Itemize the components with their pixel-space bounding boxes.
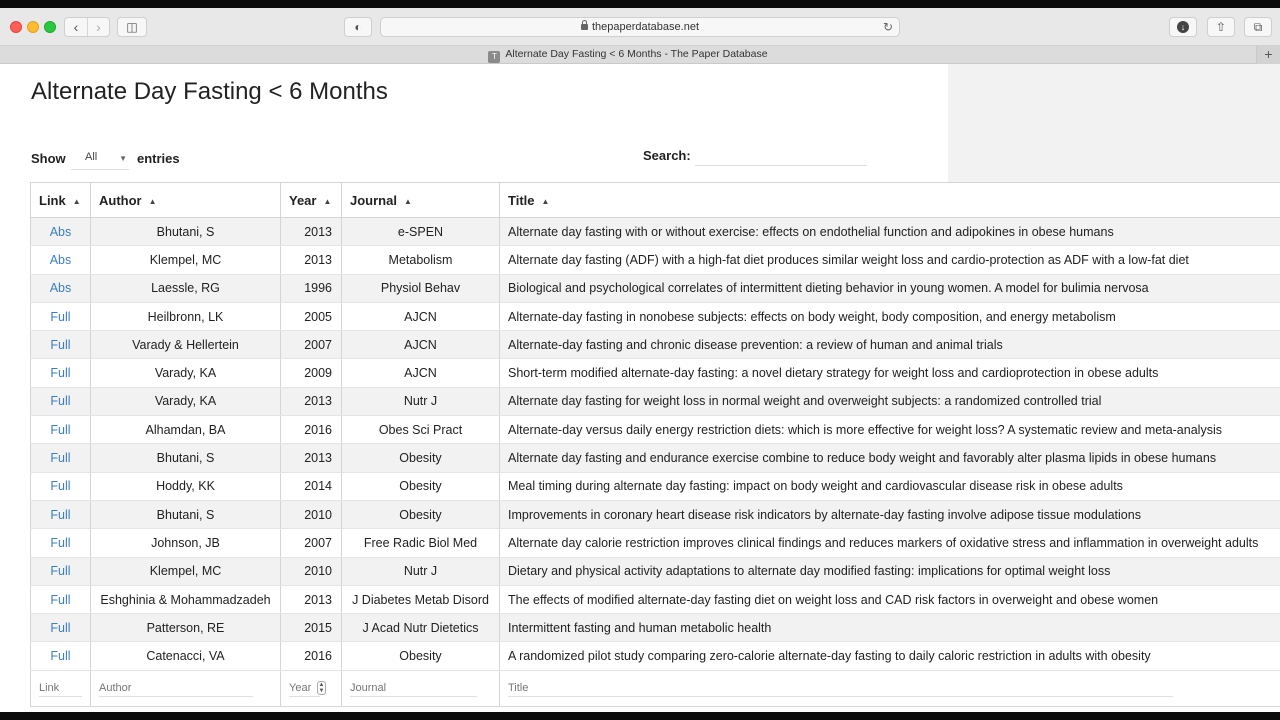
- journal-cell: J Acad Nutr Dietetics: [342, 614, 500, 642]
- table-row: [31, 331, 1280, 359]
- header-link[interactable]: Link ▲: [31, 183, 91, 218]
- journal-cell: J Diabetes Metab Disord: [342, 585, 500, 613]
- table-row: [31, 302, 1280, 330]
- header-year[interactable]: Year ▲: [281, 183, 342, 218]
- paper-link[interactable]: Full: [31, 416, 91, 444]
- year-cell: 2010: [281, 557, 342, 585]
- journal-cell: Nutr J: [342, 387, 500, 415]
- table-row: [31, 444, 1280, 472]
- year-cell: 2014: [281, 472, 342, 500]
- year-cell: 2013: [281, 387, 342, 415]
- title-cell: Biological and psychological correlates of intermittent dieting behavior in young women. A model for bulimia nervosa: [500, 274, 1280, 302]
- entries-select-value: All: [85, 151, 98, 163]
- nav-buttons: [64, 17, 110, 37]
- author-cell: Varady & Hellertein: [91, 331, 281, 359]
- paper-link[interactable]: Full: [31, 614, 91, 642]
- journal-cell: Nutr J: [342, 557, 500, 585]
- year-cell: 2013: [281, 444, 342, 472]
- show-label: Show: [31, 150, 66, 166]
- minimize-window-button[interactable]: [27, 21, 39, 33]
- paper-link[interactable]: Full: [31, 500, 91, 528]
- author-cell: Hoddy, KK: [91, 472, 281, 500]
- filter-journal-input[interactable]: [350, 680, 477, 697]
- title-cell: The effects of modified alternate-day fasting diet on weight loss and CAD risk factors in overweight and obese women: [500, 585, 1280, 613]
- sort-icon: ▲: [148, 196, 157, 206]
- lock-icon: [581, 24, 588, 30]
- year-cell: 2005: [281, 302, 342, 330]
- journal-cell: Obesity: [342, 444, 500, 472]
- address-text: thepaperdatabase.net: [591, 21, 700, 33]
- author-cell: Laessle, RG: [91, 274, 281, 302]
- header-journal[interactable]: Journal ▲: [342, 183, 500, 218]
- journal-cell: AJCN: [342, 359, 500, 387]
- title-cell: Alternate-day fasting in nonobese subjects: effects on body weight, body composition, and energy metabolism: [500, 302, 1280, 330]
- table-row: [31, 472, 1280, 500]
- year-cell: 2015: [281, 614, 342, 642]
- journal-cell: Obes Sci Pract: [342, 416, 500, 444]
- filter-year-input[interactable]: [289, 680, 320, 697]
- header-row: [31, 183, 1280, 218]
- journal-cell: Obesity: [342, 472, 500, 500]
- author-cell: Bhutani, S: [91, 444, 281, 472]
- table-row: [31, 246, 1280, 274]
- entries-label: entries: [137, 150, 180, 166]
- sort-asc-icon: ▲: [72, 196, 81, 206]
- table-row: [31, 585, 1280, 613]
- year-cell: 2013: [281, 246, 342, 274]
- tab-bar: [0, 46, 1280, 64]
- year-cell: 2010: [281, 500, 342, 528]
- privacy-shield-icon[interactable]: ◐: [344, 17, 372, 37]
- author-cell: Varady, KA: [91, 359, 281, 387]
- paper-link[interactable]: Full: [31, 557, 91, 585]
- title-cell: Improvements in coronary heart disease risk indicators by alternate-day fasting involve adipose tissue modulations: [500, 500, 1280, 528]
- journal-cell: Obesity: [342, 500, 500, 528]
- journal-cell: Physiol Behav: [342, 274, 500, 302]
- active-tab[interactable]: [0, 48, 1256, 63]
- paper-link[interactable]: Full: [31, 472, 91, 500]
- paper-link[interactable]: Full: [31, 387, 91, 415]
- author-cell: Bhutani, S: [91, 218, 281, 246]
- sort-icon: ▲: [403, 196, 412, 206]
- author-cell: Eshghinia & Mohammadzadeh: [91, 585, 281, 613]
- search-control: [643, 144, 867, 166]
- year-cell: 2013: [281, 585, 342, 613]
- title-cell: Alternate day fasting for weight loss in normal weight and overweight subjects: a randomized controlled trial: [500, 387, 1280, 415]
- journal-cell: Metabolism: [342, 246, 500, 274]
- author-cell: Johnson, JB: [91, 529, 281, 557]
- table-row: [31, 218, 1280, 246]
- year-cell: 2007: [281, 529, 342, 557]
- table-row: [31, 529, 1280, 557]
- browser-toolbar: [0, 8, 1280, 46]
- title-cell: Alternate day fasting and endurance exercise combine to reduce body weight and favorably alter plasma lipids in obese humans: [500, 444, 1280, 472]
- title-cell: A randomized pilot study comparing zero-calorie alternate-day fasting to daily caloric restriction in adults with obesity: [500, 642, 1280, 670]
- author-cell: Klempel, MC: [91, 557, 281, 585]
- stepper-icon[interactable]: ▲ ▼: [318, 681, 325, 694]
- tab-title: Alternate Day Fasting < 6 Months - The Paper Database: [505, 48, 768, 60]
- page-content: [0, 64, 1280, 712]
- table-row: [31, 387, 1280, 415]
- sidebar-toggle-icon[interactable]: ◫: [117, 17, 147, 37]
- table-row: [31, 359, 1280, 387]
- paper-link[interactable]: Full: [31, 444, 91, 472]
- paper-link[interactable]: Abs: [31, 274, 91, 302]
- journal-cell: e-SPEN: [342, 218, 500, 246]
- sort-icon: ▲: [541, 196, 550, 206]
- paper-link[interactable]: Abs: [31, 218, 91, 246]
- length-control: [31, 146, 180, 170]
- paper-link[interactable]: Full: [31, 585, 91, 613]
- title-cell: Alternate-day fasting and chronic disease prevention: a review of human and animal trials: [500, 331, 1280, 359]
- sort-icon: ▲: [323, 196, 332, 206]
- year-cell: 2009: [281, 359, 342, 387]
- year-cell: 1996: [281, 274, 342, 302]
- title-cell: Dietary and physical activity adaptations to alternate day modified fasting: implications for optimal weight loss: [500, 557, 1280, 585]
- right-panel: [948, 64, 1280, 182]
- title-cell: Alternate day fasting with or without exercise: effects on endothelial function and adipokines in obese humans: [500, 218, 1280, 246]
- new-tab-button[interactable]: +: [1256, 46, 1280, 64]
- header-title[interactable]: Title ▲: [500, 183, 1280, 218]
- reload-icon[interactable]: ↻: [882, 20, 893, 34]
- journal-cell: Free Radic Biol Med: [342, 529, 500, 557]
- filter-link-input[interactable]: [39, 680, 82, 697]
- table-row: [31, 614, 1280, 642]
- downloads-button[interactable]: [1169, 17, 1197, 37]
- paper-link[interactable]: Full: [31, 302, 91, 330]
- title-cell: Meal timing during alternate day fasting: impact on body weight and cardiovascular disease risk in obese adults: [500, 472, 1280, 500]
- journal-cell: Obesity: [342, 642, 500, 670]
- journal-cell: AJCN: [342, 302, 500, 330]
- back-icon[interactable]: ‹: [73, 19, 79, 35]
- year-cell: 2007: [281, 331, 342, 359]
- title-cell: Intermittent fasting and human metabolic health: [500, 614, 1280, 642]
- browser-window: [0, 8, 1280, 712]
- author-cell: Patterson, RE: [91, 614, 281, 642]
- chevron-down-icon: ▼: [119, 154, 127, 163]
- table-row: [31, 274, 1280, 302]
- favicon-icon: T: [488, 51, 500, 63]
- address-bar[interactable]: [380, 17, 900, 37]
- filter-author-input[interactable]: [99, 680, 253, 697]
- author-cell: Klempel, MC: [91, 246, 281, 274]
- table-row: [31, 642, 1280, 670]
- filter-row: [31, 670, 1280, 706]
- page-title: Alternate Day Fasting < 6 Months: [31, 78, 388, 105]
- zoom-window-button[interactable]: [44, 21, 56, 33]
- search-label: Search:: [643, 147, 691, 163]
- header-author[interactable]: Author ▲: [91, 183, 281, 218]
- author-cell: Heilbronn, LK: [91, 302, 281, 330]
- year-cell: 2016: [281, 642, 342, 670]
- paper-link[interactable]: Full: [31, 359, 91, 387]
- filter-title-input[interactable]: [508, 680, 1173, 697]
- download-icon: ↓: [1177, 21, 1189, 33]
- table-row: [31, 500, 1280, 528]
- close-window-button[interactable]: [10, 21, 22, 33]
- title-cell: Alternate day calorie restriction improves clinical findings and reduces markers of oxidative stress and inflammation in overweight adults: [500, 529, 1280, 557]
- paper-link[interactable]: Full: [31, 529, 91, 557]
- tab-overview-icon[interactable]: ⧉: [1244, 17, 1272, 37]
- entries-select[interactable]: [71, 146, 129, 170]
- share-icon[interactable]: ⇧: [1207, 17, 1235, 37]
- papers-table: [30, 182, 1280, 707]
- table-row: [31, 557, 1280, 585]
- paper-link[interactable]: Full: [31, 642, 91, 670]
- title-cell: Short-term modified alternate-day fasting: a novel dietary strategy for weight loss and cardioprotection in obese adults: [500, 359, 1280, 387]
- author-cell: Catenacci, VA: [91, 642, 281, 670]
- author-cell: Alhamdan, BA: [91, 416, 281, 444]
- author-cell: Varady, KA: [91, 387, 281, 415]
- author-cell: Bhutani, S: [91, 500, 281, 528]
- title-cell: Alternate day fasting (ADF) with a high-fat diet produces similar weight loss and cardio-protection as ADF with a low-fat diet: [500, 246, 1280, 274]
- title-cell: Alternate-day versus daily energy restriction diets: which is more effective for weight loss? A systematic review and meta-analysis: [500, 416, 1280, 444]
- paper-link[interactable]: Abs: [31, 246, 91, 274]
- forward-icon[interactable]: ›: [87, 18, 109, 36]
- paper-link[interactable]: Full: [31, 331, 91, 359]
- year-cell: 2016: [281, 416, 342, 444]
- journal-cell: AJCN: [342, 331, 500, 359]
- search-input[interactable]: [695, 144, 867, 166]
- table-body: [31, 218, 1280, 671]
- year-cell: 2013: [281, 218, 342, 246]
- table-row: [31, 416, 1280, 444]
